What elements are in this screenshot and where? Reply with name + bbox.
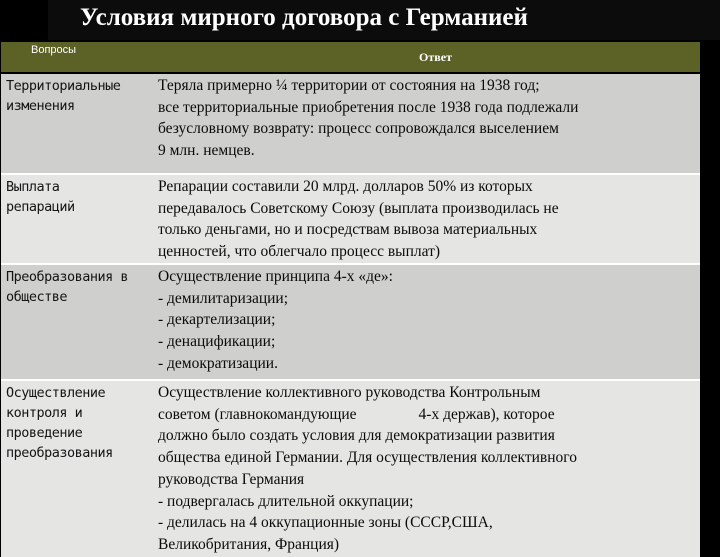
- question-line: Преобразования в: [6, 269, 129, 285]
- answer-line: советом (главнокомандующие 4-х держав), которое: [158, 405, 555, 423]
- question-cell: [1, 380, 151, 557]
- answer-line: Осуществление коллективного руководства Контрольным: [158, 384, 541, 401]
- answer-cell: [151, 380, 700, 557]
- question-line: Осуществление: [6, 385, 106, 401]
- answer-line: - делилась на 4 оккупационные зоны (СССР,США,: [158, 514, 493, 532]
- answer-line: - подвергалась длительной оккупации;: [158, 492, 414, 510]
- answer-line: - денацификации;: [158, 333, 276, 351]
- question-line: контроля и: [6, 405, 83, 421]
- question-line: изменения: [6, 98, 75, 114]
- answer-line: Теряла примерно ¼ территории от состояния на 1938 год;: [158, 77, 540, 94]
- table-row: [1, 73, 700, 174]
- answer-line: - демократизации.: [158, 354, 278, 372]
- right-edge-strip: [700, 42, 720, 540]
- answer-line: должно было создать условия для демократизации развития: [158, 427, 555, 445]
- slide-title: Условия мирного договора с Германией: [80, 4, 528, 31]
- answer-cell: [151, 73, 700, 174]
- treaty-table: [1, 42, 700, 557]
- table-row: [1, 380, 700, 557]
- question-cell: [1, 174, 151, 264]
- question-cell: [1, 264, 151, 380]
- header-answer: Ответ: [151, 42, 700, 73]
- question-line: преобразования: [6, 445, 113, 461]
- answer-line: руководства Германия: [158, 470, 305, 488]
- answer-line: Осуществление принципа 4-х «де»:: [158, 268, 393, 285]
- header-questions: Вопросы: [1, 42, 151, 73]
- answer-cell: [151, 264, 700, 380]
- table-row: [1, 174, 700, 264]
- question-line: обществе: [6, 289, 68, 305]
- answer-line: - декартелизации;: [158, 311, 276, 329]
- answer-line: безусловному возврату: процесс сопровождался выселением: [158, 120, 559, 138]
- answer-line: общества единой Германии. Для осуществления коллективного: [158, 449, 577, 467]
- answer-line: - демилитаризации;: [158, 289, 289, 307]
- question-line: проведение: [6, 425, 83, 441]
- question-line: репараций: [6, 199, 75, 215]
- question-cell: [1, 73, 151, 174]
- answer-line: Репарации составили 20 млрд. долларов 50% из которых: [158, 178, 533, 195]
- table-row: [1, 264, 700, 380]
- answer-line: ценностей, что облегчало процесс выплат): [158, 243, 441, 261]
- answer-line: только деньгами, но и посредствам вывоза материальных: [158, 221, 538, 239]
- answer-line: все территориальные приобретения после 1938 года подлежали: [158, 98, 579, 116]
- answer-line: передавалось Советскому Союзу (выплата производилась не: [158, 199, 559, 217]
- question-line: Территориальные: [6, 78, 121, 94]
- answer-cell: [151, 174, 700, 264]
- answer-line: 9 млн. немцев.: [158, 142, 255, 160]
- table-header-row: [1, 42, 700, 73]
- question-line: Выплата: [6, 179, 60, 195]
- answer-line: Великобритания, Франция): [158, 535, 340, 553]
